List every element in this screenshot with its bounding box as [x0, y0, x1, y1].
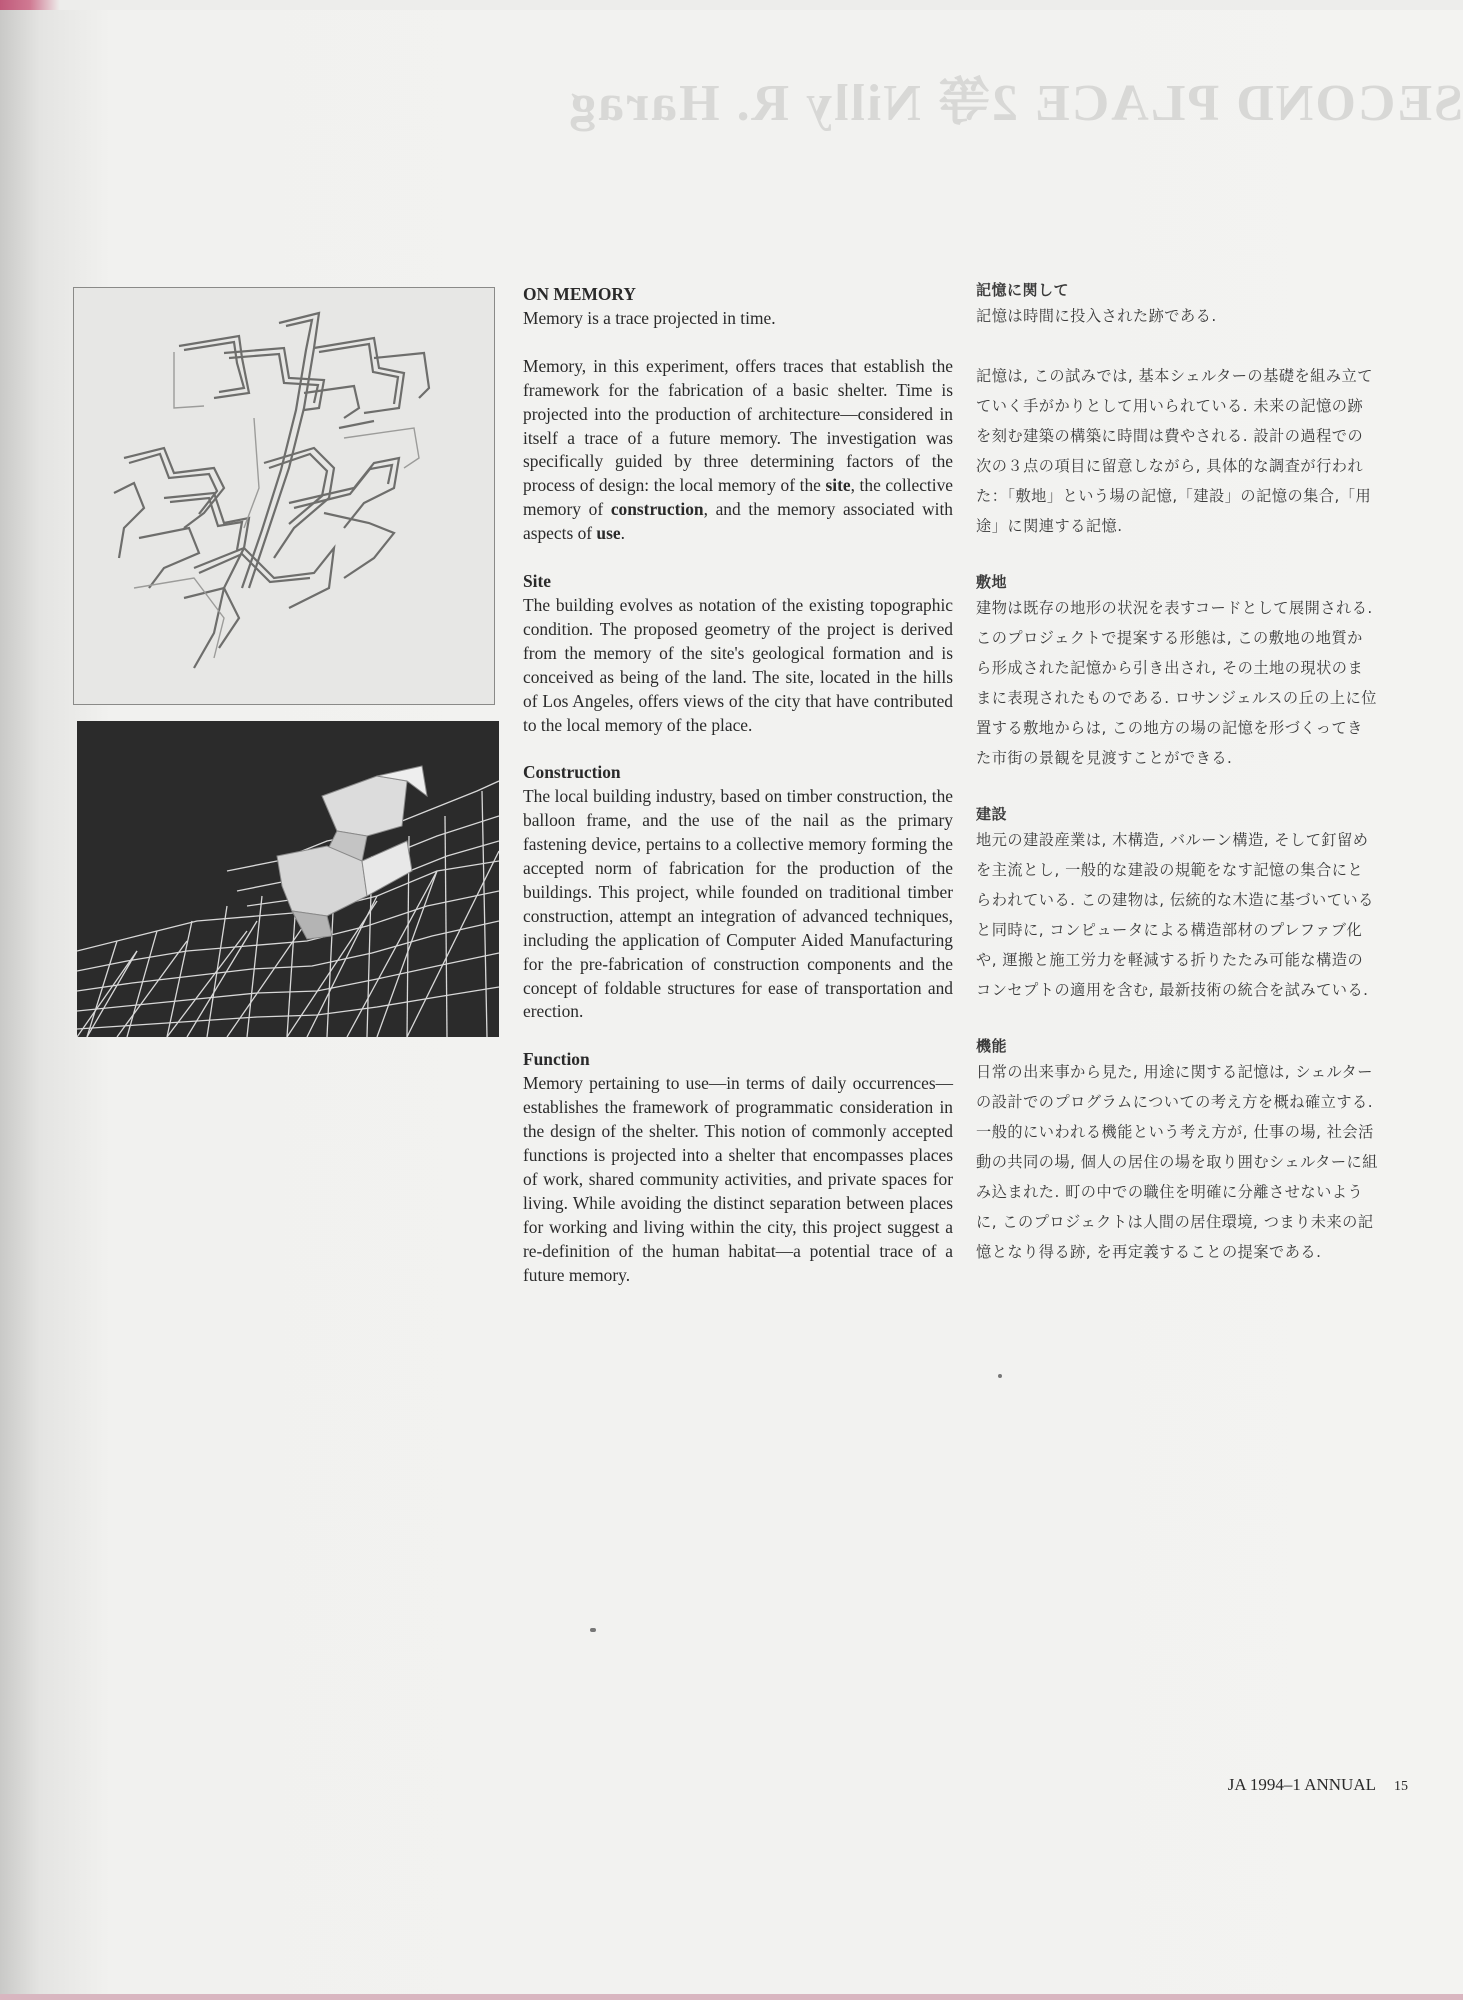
japanese-text-column [976, 279, 1378, 1267]
jp-intro-paragraph: 記憶は, この試みでは, 基本シェルターの基礎を組み立てていく手がかりとして用いられている. 未来の記憶の跡を刻む建築の構築に時間は費やされる. 設計の過程での次の３点の項目に留意しながら, 具体的な調査が行われた：「敷地」という場の記憶,「建設」の記憶の集合,「用途」に関連する記憶. [976, 367, 1373, 535]
jp-subtitle: 記憶は時間に投入された跡である. [976, 307, 1217, 325]
show-through-header: SECOND PLACE 2等 Nilly R. Harag [568, 75, 1463, 132]
site-heading: Site [523, 571, 552, 592]
keyword-site: site [825, 475, 851, 496]
page-edge-bottom [0, 1994, 1463, 2000]
print-speck [590, 1628, 596, 1632]
jp-construction-heading: 建設 [976, 805, 1008, 823]
jp-site-heading: 敷地 [976, 573, 1008, 591]
jp-function-paragraph: 日常の出来事から見た, 用途に関する記憶は, シェルターの設計でのプログラムについての考え方を概ね確立する. 一般的にいわれる機能という考え方が, 仕事の場, 社会活動の共同の場, 個人の居住の場を取り囲むシェルターに組み込まれた. 町の中での職住を明確に分離させないように, このプロジェクトは人間の居住環境, つまり未来の記憶となり得る跡, を再定義することの提案である. [976, 1063, 1378, 1261]
page-footer [1228, 1775, 1408, 1795]
intro-paragraph: Memory, in this experiment, offers traces that establish the framework for the fabrication of a basic shelter. Time is projected into the production of architecture—considered in itself a trace of a future memory. The investigation was specifically guided by three determining factors of the process of design: the local memory of the site, the collective memory of construction, and the memory associated with aspects of use. [523, 355, 954, 544]
publication-name: JA 1994–1 ANNUAL [1227, 1775, 1376, 1794]
function-heading: Function [523, 1049, 590, 1070]
keyword-use: use [596, 523, 621, 544]
construction-paragraph: The local building industry, based on timber construction, the balloon frame, and the use of the nail as the primary fastening device, pertains to a collective memory forming the accepted norm of fabrication for the production of the buildings. This project, while founded on traditional timber construction, attempt an integration of advanced techniques, including the application of Computer Aided Manufacturing for the pre-fabrication of construction components and the concept of foldable structures for ease of transportation and erection. [523, 786, 953, 1022]
diagram-drawing [74, 288, 495, 705]
english-text-column [523, 283, 953, 1287]
jp-title: 記憶に関して [976, 281, 1070, 299]
site-paragraph: The building evolves as notation of the existing topographic condition. The proposed geometry of the project is derived from the memory of the site's geological formation and is conceived as being of the land. The site, located in the hills of Los Angeles, offers views of the city that have contributed to the local memory of the place. [523, 594, 953, 735]
wireframe-rendering [77, 721, 499, 1037]
function-paragraph: Memory pertaining to use—in terms of daily occurrences—establishes the framework of programmatic consideration in the design of the shelter. This notion of commonly accepted functions is projected into a shelter that encompasses places of work, shared community activities, and private spaces for living. While avoiding the distinct separation between places for working and living within the city, this project suggest a re-definition of the human habitat—a potential trace of a future memory. [523, 1073, 953, 1285]
article-title: ON MEMORY [523, 284, 636, 304]
jp-site-paragraph: 建物は既存の地形の状況を表すコードとして展開される. このプロジェクトで提案する形態は, この敷地の地質から形成された記憶から引き出され, その土地の現状のままに表現されたものである. ロサンジェルスの丘の上に位置する敷地からは, この地方の場の記憶を形づくってきた市街の景観を見渡すことができる. [976, 599, 1377, 767]
keyword-construction: construction [610, 499, 704, 520]
article-subtitle: Memory is a trace projected in time. [523, 307, 776, 328]
rendered-model-figure [77, 721, 499, 1037]
page-number: 15 [1394, 1779, 1408, 1794]
print-speck [998, 1374, 1002, 1378]
jp-function-heading: 機能 [976, 1037, 1008, 1055]
construction-heading: Construction [523, 762, 621, 783]
page-edge-top [0, 0, 1463, 10]
jp-construction-paragraph: 地元の建設産業は, 木構造, バルーン構造, そして釘留めを主流とし, 一般的な建設の規範をなす記憶の集合にとらわれている. この建物は, 伝統的な木造に基づいていると同時に, コンピュータによる構造部材のプレファブ化や, 運搬と施工労力を軽減する折りたたみ可能な構造のコンセプトの適用を含む, 最新技術の統合を試みている. [976, 831, 1374, 999]
line-drawing-figure [73, 287, 495, 705]
